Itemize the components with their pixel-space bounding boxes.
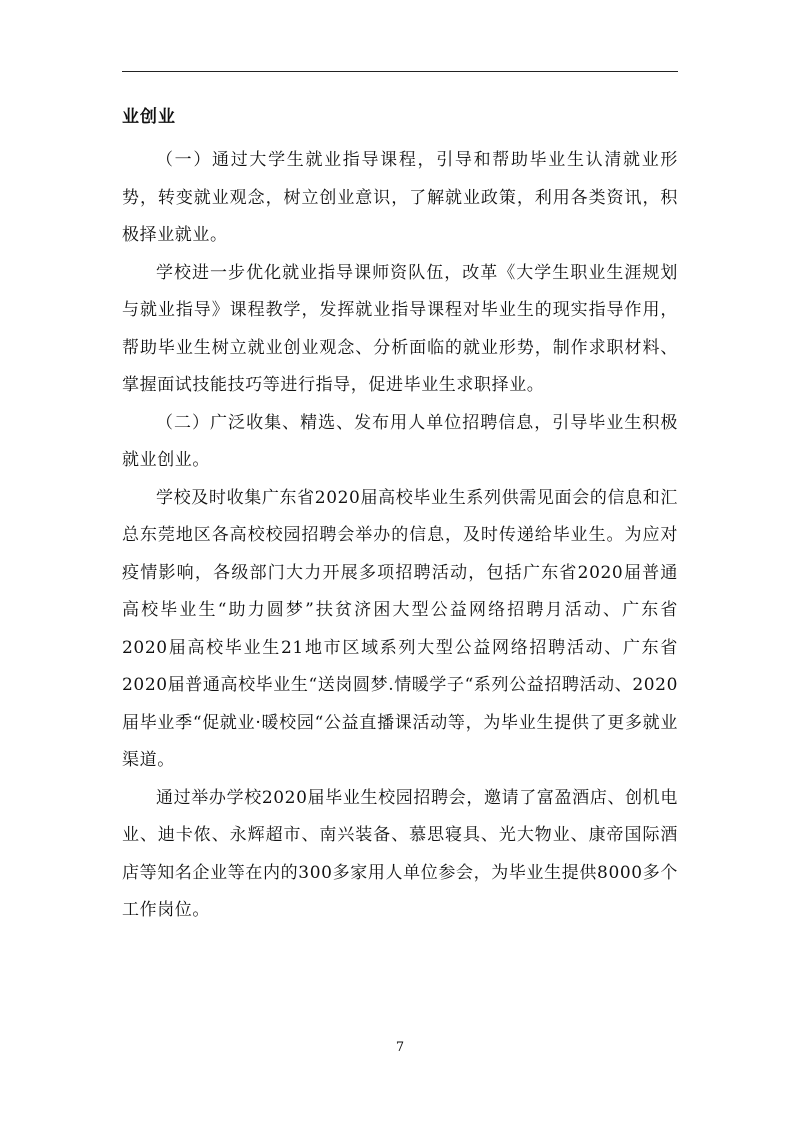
page-number: 7 (395, 1040, 405, 1055)
body-text (122, 142, 678, 930)
paragraph-guidance-course-heading: （一）通过大学生就业指导课程，引导和帮助毕业生认清就业形势，转变就业观念，树立创业意识，了解就业政策，利用各类资讯，积极择业就业。 (122, 150, 678, 245)
header-rule (122, 71, 678, 72)
section-heading: 业创业 (122, 107, 176, 127)
paragraph-campus-job-fair: 通过举办学校2020届毕业生校园招聘会，邀请了富盈酒店、创机电业、迪卡侬、永辉超市、南兴装备、慕思寝具、光大物业、康帝国际酒店等知名企业等在内的300多家用人单位参会，为毕业生提供8000多个工作岗位。 (122, 787, 678, 920)
paragraph-recruitment-info-heading: （二）广泛收集、精选、发布用人单位招聘信息，引导毕业生积极就业创业。 (122, 412, 678, 470)
paragraph-guidance-course-detail: 学校进一步优化就业指导课师资队伍，改革《大学生职业生涯规划与就业指导》课程教学，发挥就业指导课程对毕业生的现实指导作用，帮助毕业生树立就业创业观念、分析面临的就业形势，制作求职材料、掌握面试技能技巧等进行指导，促进毕业生求职择业。 (122, 262, 678, 395)
paragraph-recruitment-activities: 学校及时收集广东省2020届高校毕业生系列供需见面会的信息和汇总东莞地区各高校校园招聘会举办的信息，及时传递给毕业生。为应对疫情影响，各级部门大力开展多项招聘活动，包括广东省2020届普通高校毕业生“助力圆梦”扶贫济困大型公益网络招聘月活动、广东省2020届高校毕业生21地市区域系列大型公益网络招聘活动、广东省2020届普通高校毕业生“送岗圆梦.情暖学子“系列公益招聘活动、2020届毕业季“促就业·暖校园“公益直播课活动等，为毕业生提供了更多就业渠道。 (122, 487, 678, 770)
